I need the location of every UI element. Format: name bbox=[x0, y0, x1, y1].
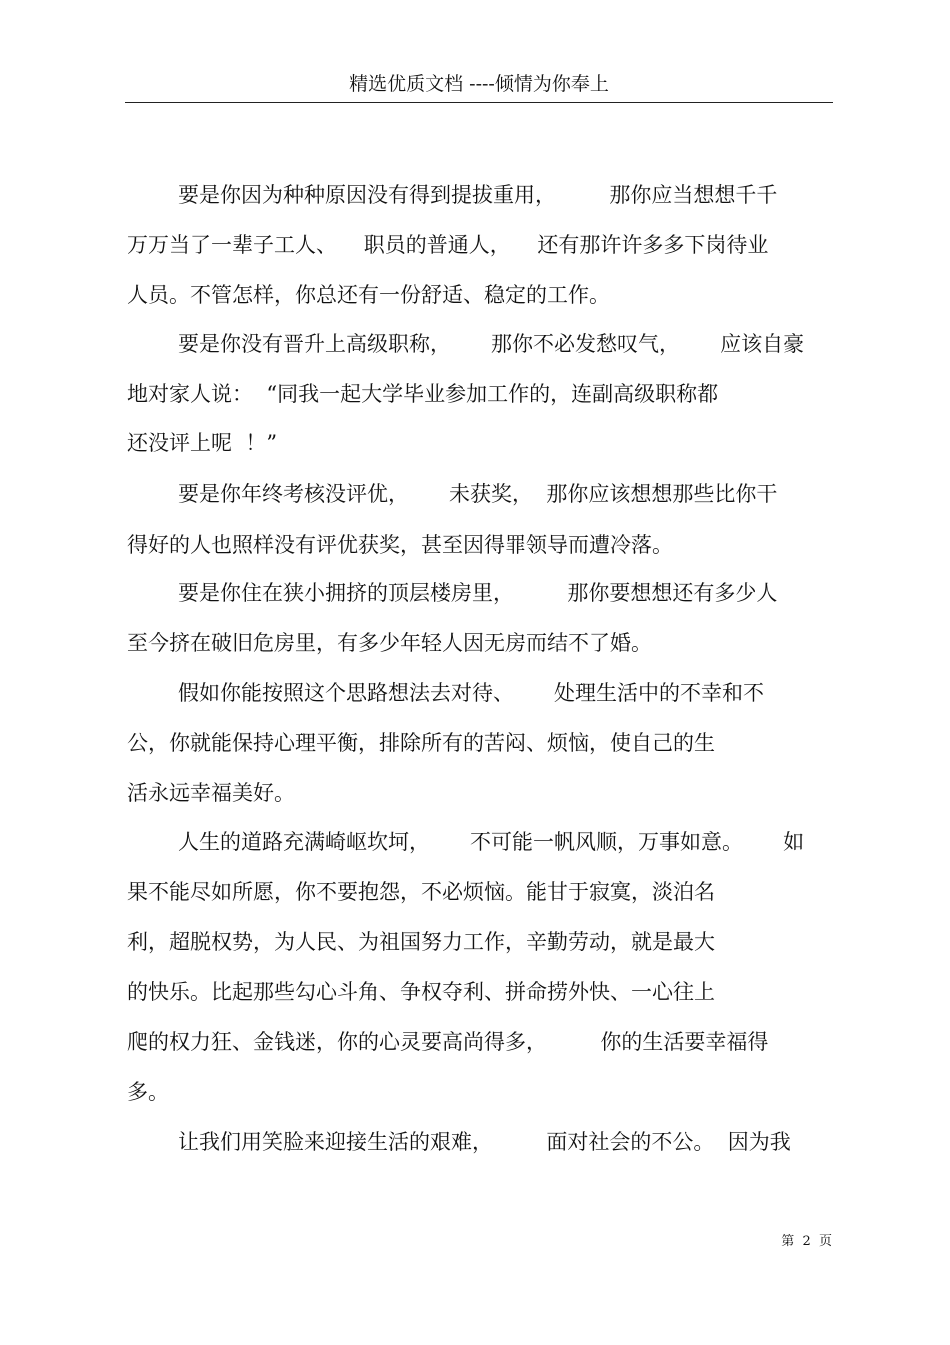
text-line: 假如你能按照这个思路想法去对待、 处理生活中的不幸和不 bbox=[178, 681, 765, 705]
text-line: 至今挤在破旧危房里，有多少年轻人因无房而结不了婚。 bbox=[127, 631, 652, 655]
text-line: 利，超脱权势，为人民、为祖国努力工作，辛勤劳动，就是最大 bbox=[127, 930, 715, 954]
text-line: 人生的道路充满崎岖坎坷， 不可能一帆风顺，万事如意。 如 bbox=[178, 830, 805, 854]
text-line: 人员。不管怎样，你总还有一份舒适、稳定的工作。 bbox=[127, 283, 610, 307]
header-divider bbox=[125, 102, 833, 103]
text-line: 要是你没有晋升上高级职称， 那你不必发愁叹气， 应该自豪 bbox=[178, 332, 805, 356]
text-line: 要是你年终考核没评优， 未获奖， 那你应该想想那些比你干 bbox=[178, 482, 778, 506]
text-line: 爬的权力狂、金钱迷，你的心灵要高尚得多， 你的生活要幸福得 bbox=[127, 1030, 769, 1054]
text-line: 多。 bbox=[127, 1080, 169, 1104]
text-line: 要是你住在狭小拥挤的顶层楼房里， 那你要想想还有多少人 bbox=[178, 581, 778, 605]
page-header-title: 精选优质文档 ----倾情为你奉上 bbox=[349, 73, 609, 95]
text-line: 还没评上呢 ！” bbox=[127, 431, 278, 455]
text-line: 的快乐。比起那些勾心斗角、争权夺利、拼命捞外快、一心往上 bbox=[127, 980, 715, 1004]
text-line: 要是你因为种种原因没有得到提拔重用， 那你应当想想千千 bbox=[178, 183, 778, 207]
text-line: 让我们用笑脸来迎接生活的艰难， 面对社会的不公。 因为我 bbox=[178, 1130, 791, 1154]
text-line: 万万当了一辈子工人、 职员的普通人， 还有那许许多多下岗待业 bbox=[127, 233, 769, 257]
page-number: 第 2 页 bbox=[781, 1234, 832, 1249]
text-line: 果不能尽如所愿，你不要抱怨，不必烦恼。能甘于寂寞，淡泊名 bbox=[127, 880, 715, 904]
text-line: 地对家人说： “同我一起大学毕业参加工作的，连副高级职称都 bbox=[127, 382, 719, 406]
text-line: 得好的人也照样没有评优获奖，甚至因得罪领导而遭冷落。 bbox=[127, 533, 673, 557]
text-line: 活永远幸福美好。 bbox=[127, 781, 295, 805]
text-line: 公，你就能保持心理平衡，排除所有的苦闷、烦恼，使自己的生 bbox=[127, 731, 715, 755]
